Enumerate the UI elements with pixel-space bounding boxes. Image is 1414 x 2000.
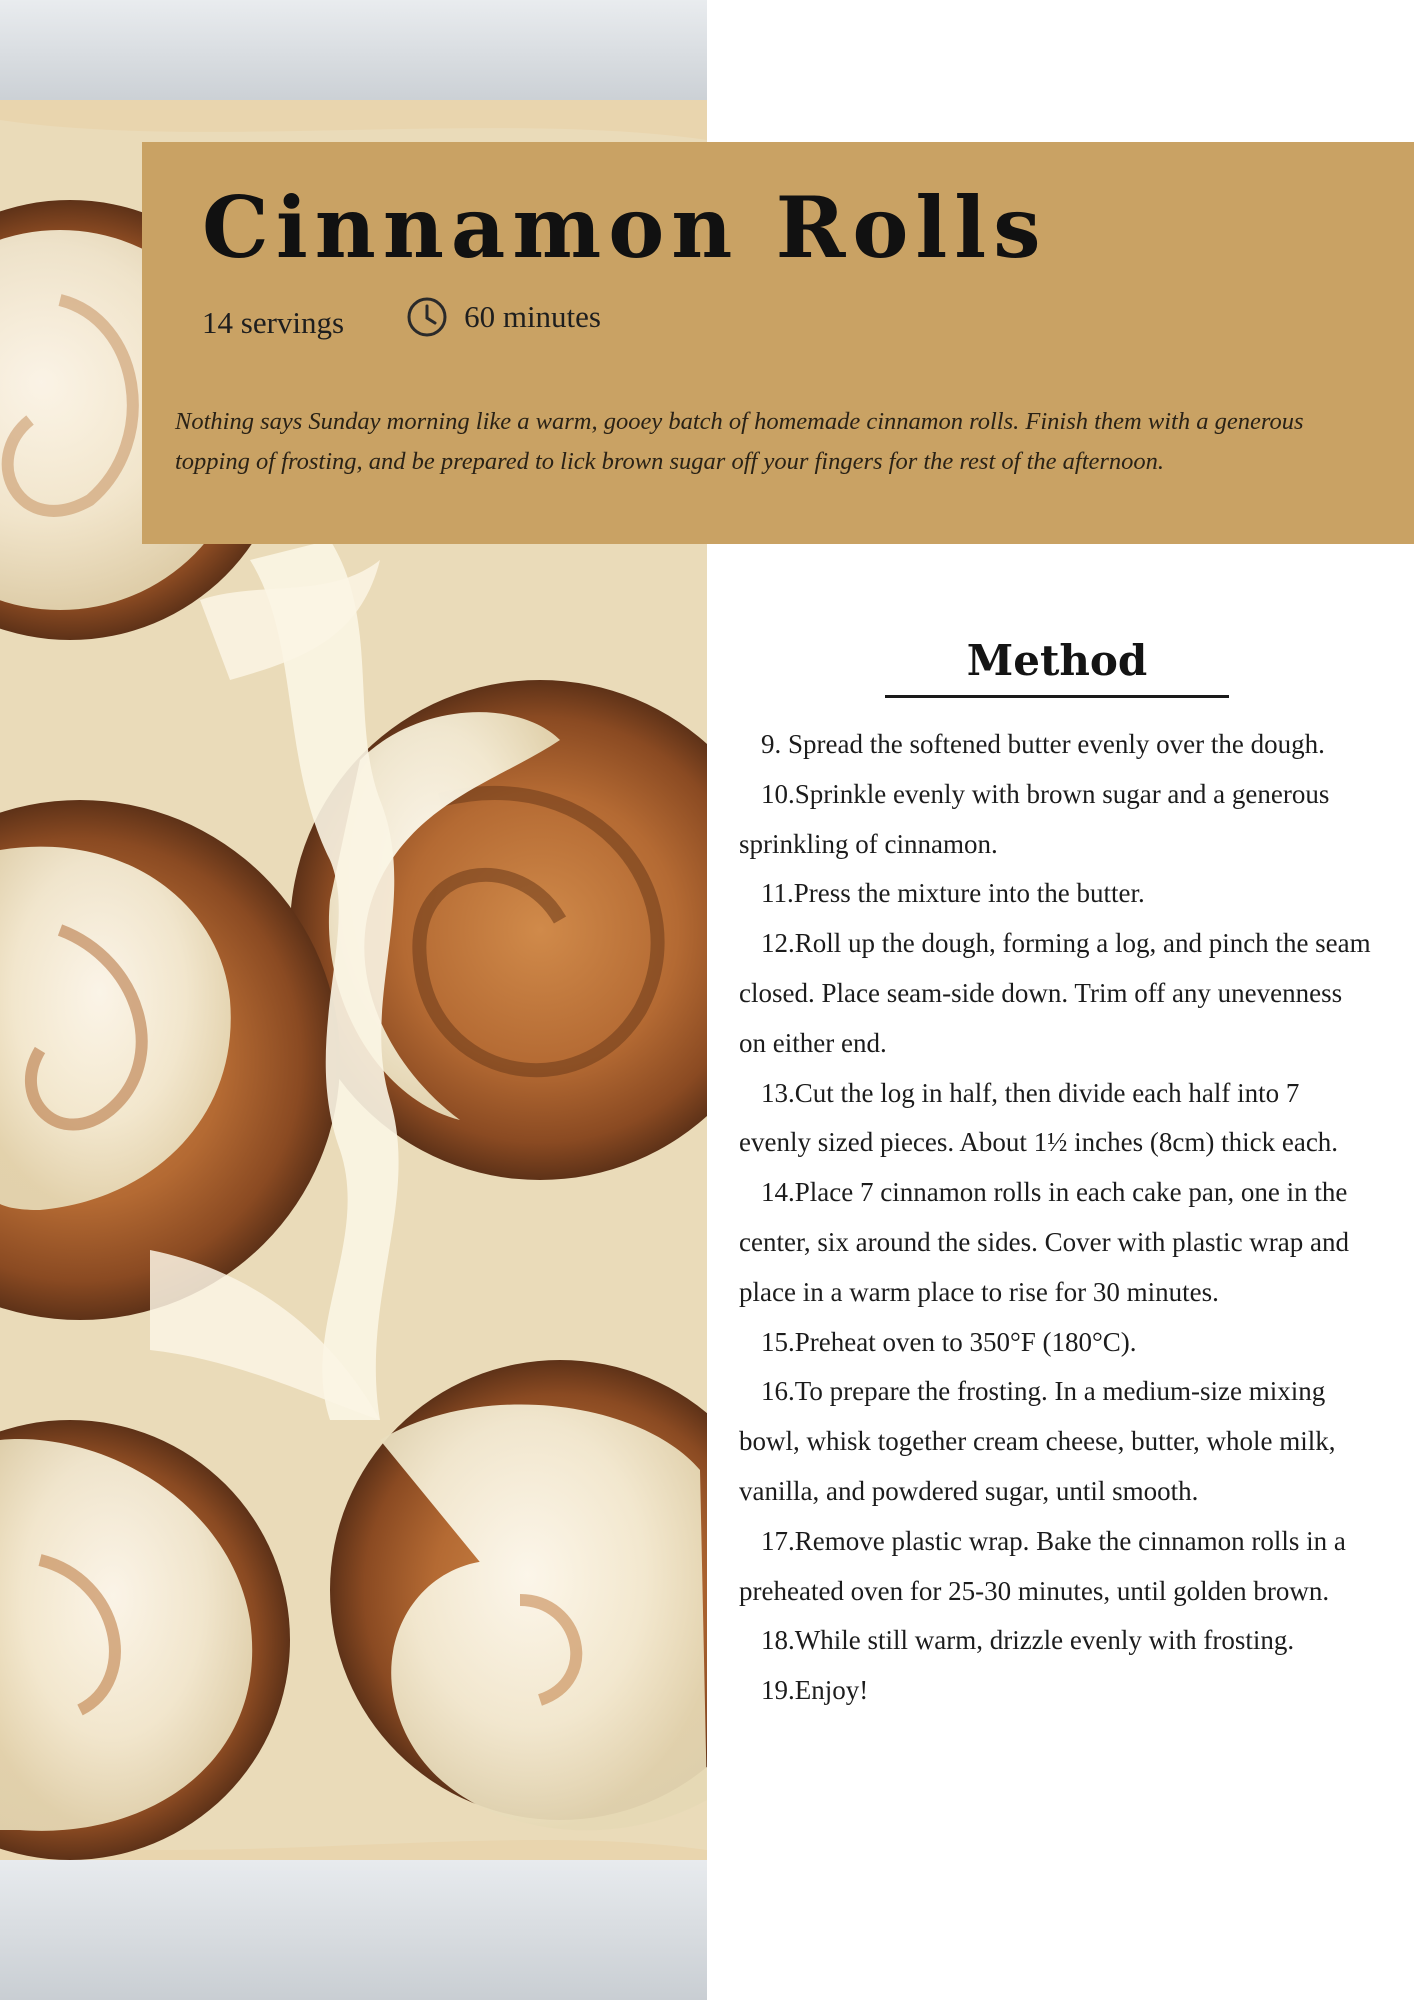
recipe-intro: Nothing says Sunday morning like a warm, gooey batch of homemade cinnamon rolls. Finish them with a generous topping of frosting, and be prepared to lick brown sugar off your fingers for the rest of the afternoon. [175,408,1304,475]
clock-icon [406,296,448,338]
method-step: 18.While still warm, drizzle evenly with frosting. [761,1625,1295,1656]
method-step: 19.Enjoy! [761,1675,869,1706]
servings-count: 14 servings [202,305,345,340]
recipe-title: Cinnamon Rolls [202,178,1048,277]
method-step: 10.Sprinkle evenly with brown sugar and a generous sprinkling of cinnamon. [739,778,1330,859]
method-divider [885,695,1229,698]
method-step: 13.Cut the log in half, then divide each half into 7 evenly sized pieces. About 1½ inches (8cm) thick each. [739,1077,1339,1158]
method-step: 11.Press the mixture into the butter. [761,878,1145,909]
recipe-header [142,142,1414,544]
method-step: 15.Preheat oven to 350°F (180°C). [761,1326,1137,1357]
method-step: 14.Place 7 cinnamon rolls in each cake pan, one in the center, six around the sides. Cover with plastic wrap and place in a warm place to rise for 30 minutes. [739,1177,1350,1307]
method-step: 16.To prepare the frosting. In a medium-size mixing bowl, whisk together cream cheese, butter, whole milk, vanilla, and powdered sugar, until smooth. [739,1376,1336,1506]
recipe-meta [202,292,601,342]
method-heading: Method [966,636,1148,685]
method-step: 17.Remove plastic wrap. Bake the cinnamon rolls in a preheated oven for 25-30 minutes, until golden brown. [739,1525,1346,1606]
method-steps [739,720,1374,1716]
method-step: 9. Spread the softened butter evenly over the dough. [761,729,1325,759]
prep-time: 60 minutes [464,299,601,334]
method-step: 12.Roll up the dough, forming a log, and pinch the seam closed. Place seam-side down. Trim off any unevenness on either end. [739,928,1371,1058]
